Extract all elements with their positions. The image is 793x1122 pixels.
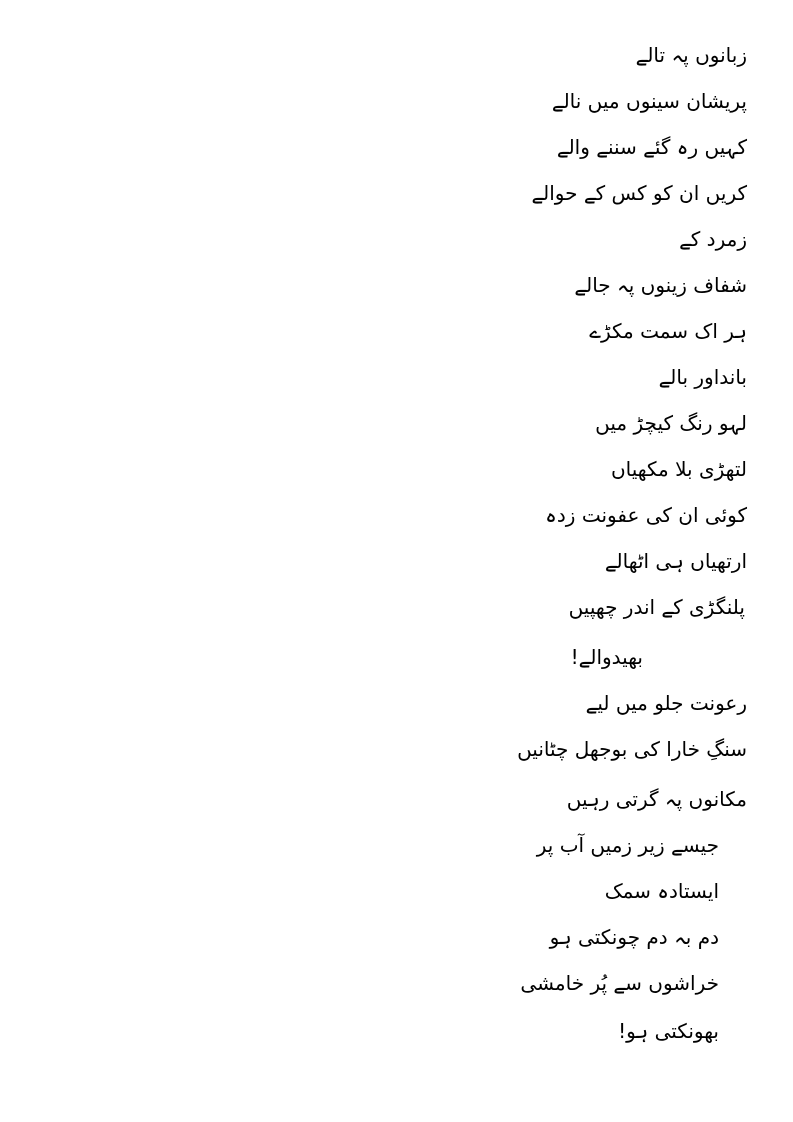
poem-line-13: پلنگڑی کے اندر چھپیں	[568, 595, 745, 619]
poem-line-21: خراشوں سے پُر خامشی	[520, 971, 719, 995]
poem-line-1: زبانوں پہ تالے	[635, 43, 747, 67]
poem-line-3: کہیں رہ گئے سننے والے	[556, 135, 747, 159]
poem-line-10: لتھڑی بلا مکھیاں	[610, 457, 747, 481]
poem-line-18: جیسے زیر زمیں آب پر	[536, 833, 719, 857]
poem-line-9: لہو رنگ کیچڑ میں	[595, 411, 747, 435]
poem-line-7: ہر اک سمت مکڑے	[589, 319, 747, 343]
poem-line-4: کریں ان کو کس کے حوالے	[531, 181, 747, 205]
poem-line-8: بانداور بالے	[658, 365, 747, 389]
poem-line-6: شفاف زینوں پہ جالے	[574, 273, 747, 297]
poem-line-14: بھیدوالے!	[570, 645, 643, 669]
poem-line-16: سنگِ خارا کی بوجھل چٹانیں	[517, 737, 747, 761]
poem-line-11: کوئی ان کی عفونت زدہ	[545, 503, 747, 527]
poem-line-20: دم بہ دم چونکتی ہو	[549, 925, 719, 949]
poem-line-19: ایستادہ سمک	[604, 879, 719, 903]
poem-line-2: پریشان سینوں میں نالے	[551, 89, 747, 113]
poem-line-5: زمرد کے	[679, 227, 747, 251]
poem-line-15: رعونت جلو میں لیے	[585, 691, 747, 715]
poem-line-17: مکانوں پہ گرتی رہیں	[566, 787, 747, 811]
poem-line-22: بھونکتی ہو!	[618, 1019, 719, 1043]
poem-line-12: ارتھیاں ہی اٹھالے	[604, 549, 747, 573]
